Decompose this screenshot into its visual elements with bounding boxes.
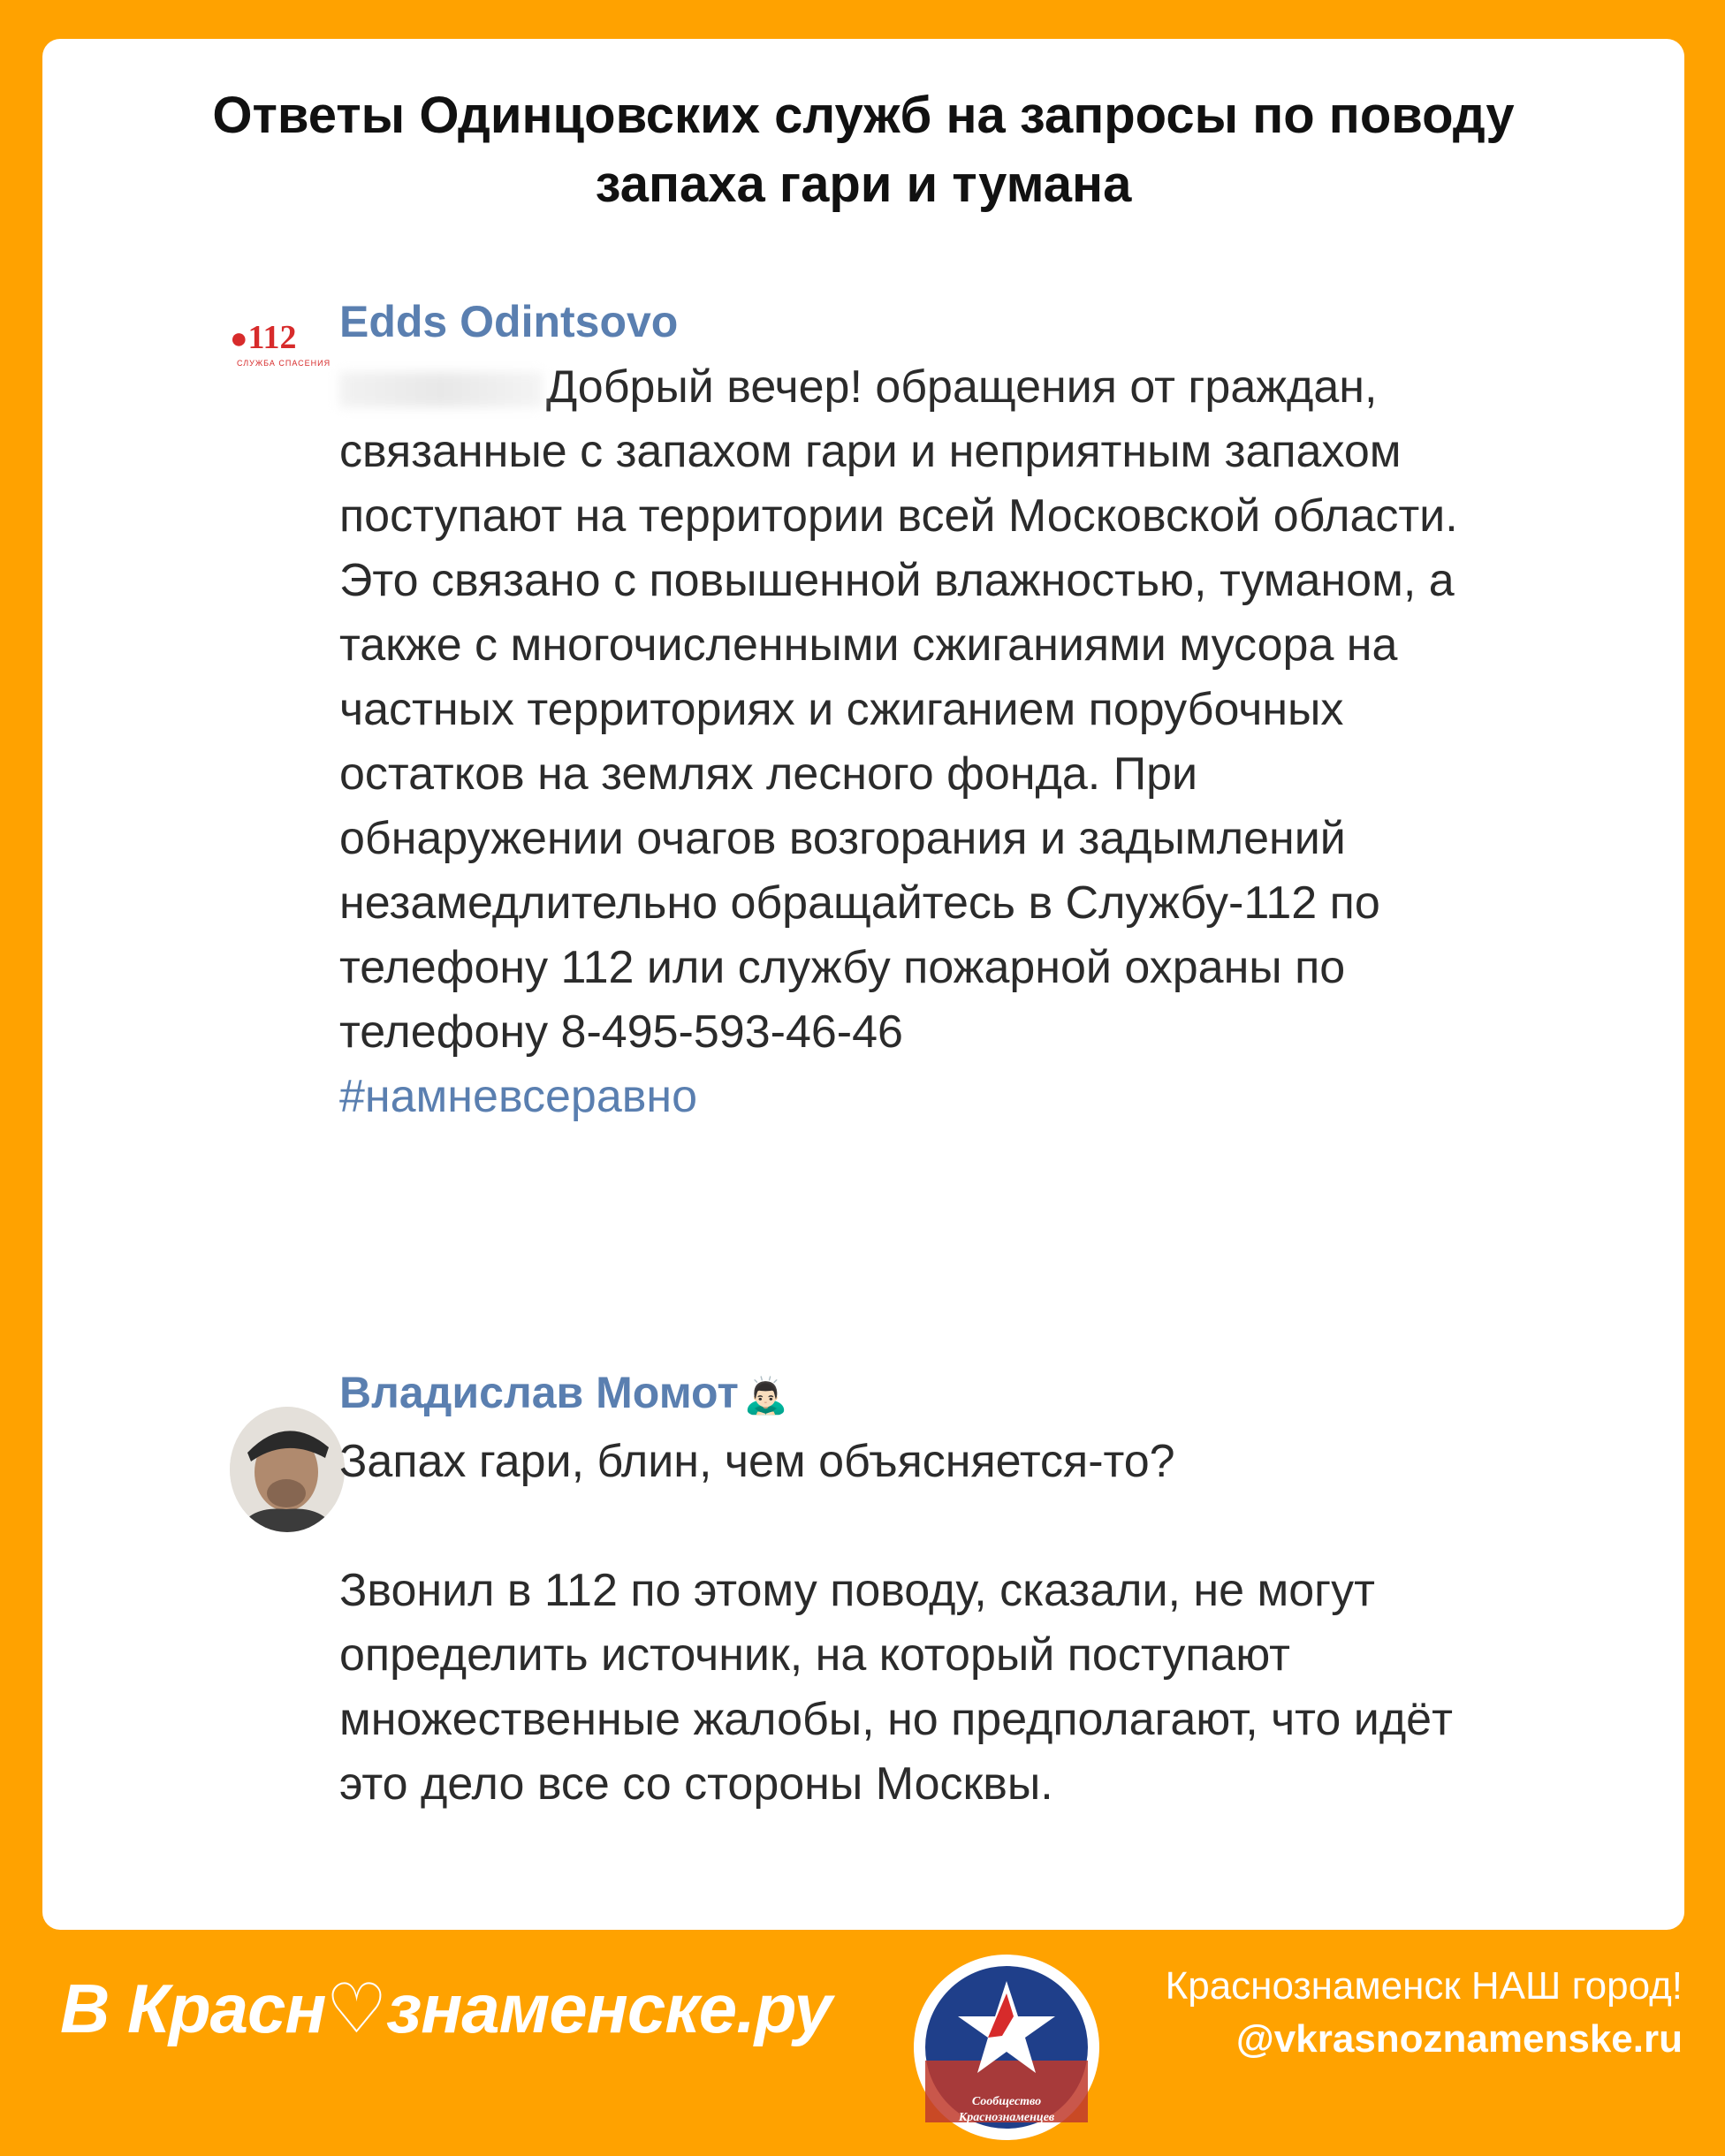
community-emblem-icon bbox=[914, 1955, 1099, 2140]
page-title: Ответы Одинцовских служб на запросы по поводу запаха гари и тумана bbox=[212, 87, 1515, 213]
comment-author[interactable] bbox=[339, 1366, 1488, 1423]
footer-info bbox=[1166, 1960, 1683, 2066]
user-avatar[interactable] bbox=[230, 1407, 345, 1532]
comment-text-wrapper bbox=[339, 355, 1488, 1065]
footer-handle[interactable]: @vkrasnoznamenske.ru bbox=[1235, 2017, 1683, 2061]
content-card bbox=[42, 39, 1684, 1930]
comment-author-name: Владислав Момот bbox=[339, 1368, 739, 1417]
community-logo[interactable] bbox=[914, 1955, 1099, 2140]
comment-momot bbox=[339, 1366, 1488, 1817]
service-112-logo-icon: ●112 bbox=[230, 319, 297, 356]
hashtag-link[interactable]: #намневсеравно bbox=[339, 1071, 698, 1122]
service-112-avatar[interactable] bbox=[219, 277, 352, 410]
comment-author[interactable]: Edds Odintsovo bbox=[339, 297, 679, 346]
service-112-logo-subtext: СЛУЖБА СПАСЕНИЯ bbox=[237, 359, 331, 368]
comment-text: Добрый вечер! обращения от граждан, связанные с запахом гари и неприятным запахом поступают на территории всей Московской области. Это связано с повышенной влажностью, туманом, а также с многочисленными сжиганиями мусора на частных территориях и сжиганием порубочных остатков на землях лесного фонда. При обнаружении очагов возгорания и задымлений незамедлительно обращайтесь в Службу-112 по телефону 112 или службу пожарной охраны по телефону 8-495-593-46-46 bbox=[339, 361, 1458, 1058]
community-logo-text-1: Сообщество bbox=[971, 2095, 1042, 2108]
community-logo-text-2: Краснознаменцев bbox=[958, 2111, 1055, 2124]
user-photo-avatar-icon bbox=[230, 1407, 345, 1532]
comment-edds bbox=[339, 295, 1488, 1129]
footer-slogan: Краснознаменск НАШ город! bbox=[1165, 1964, 1683, 2008]
comment-text-p1: Запах гари, блин, чем объясняется-то? bbox=[339, 1435, 1175, 1487]
footer-brand[interactable]: В Красн♡знаменске.ру bbox=[60, 1970, 832, 2047]
blurred-mention bbox=[339, 372, 543, 407]
comment-text-p2: Звонил в 112 по этому поводу, сказали, не могут определить источник, на который поступают множественные жалобы, но предполагают, что идёт это дело все со стороны Москвы. bbox=[339, 1564, 1453, 1810]
person-bowing-icon: 🙇🏻‍♂️ bbox=[743, 1376, 788, 1416]
